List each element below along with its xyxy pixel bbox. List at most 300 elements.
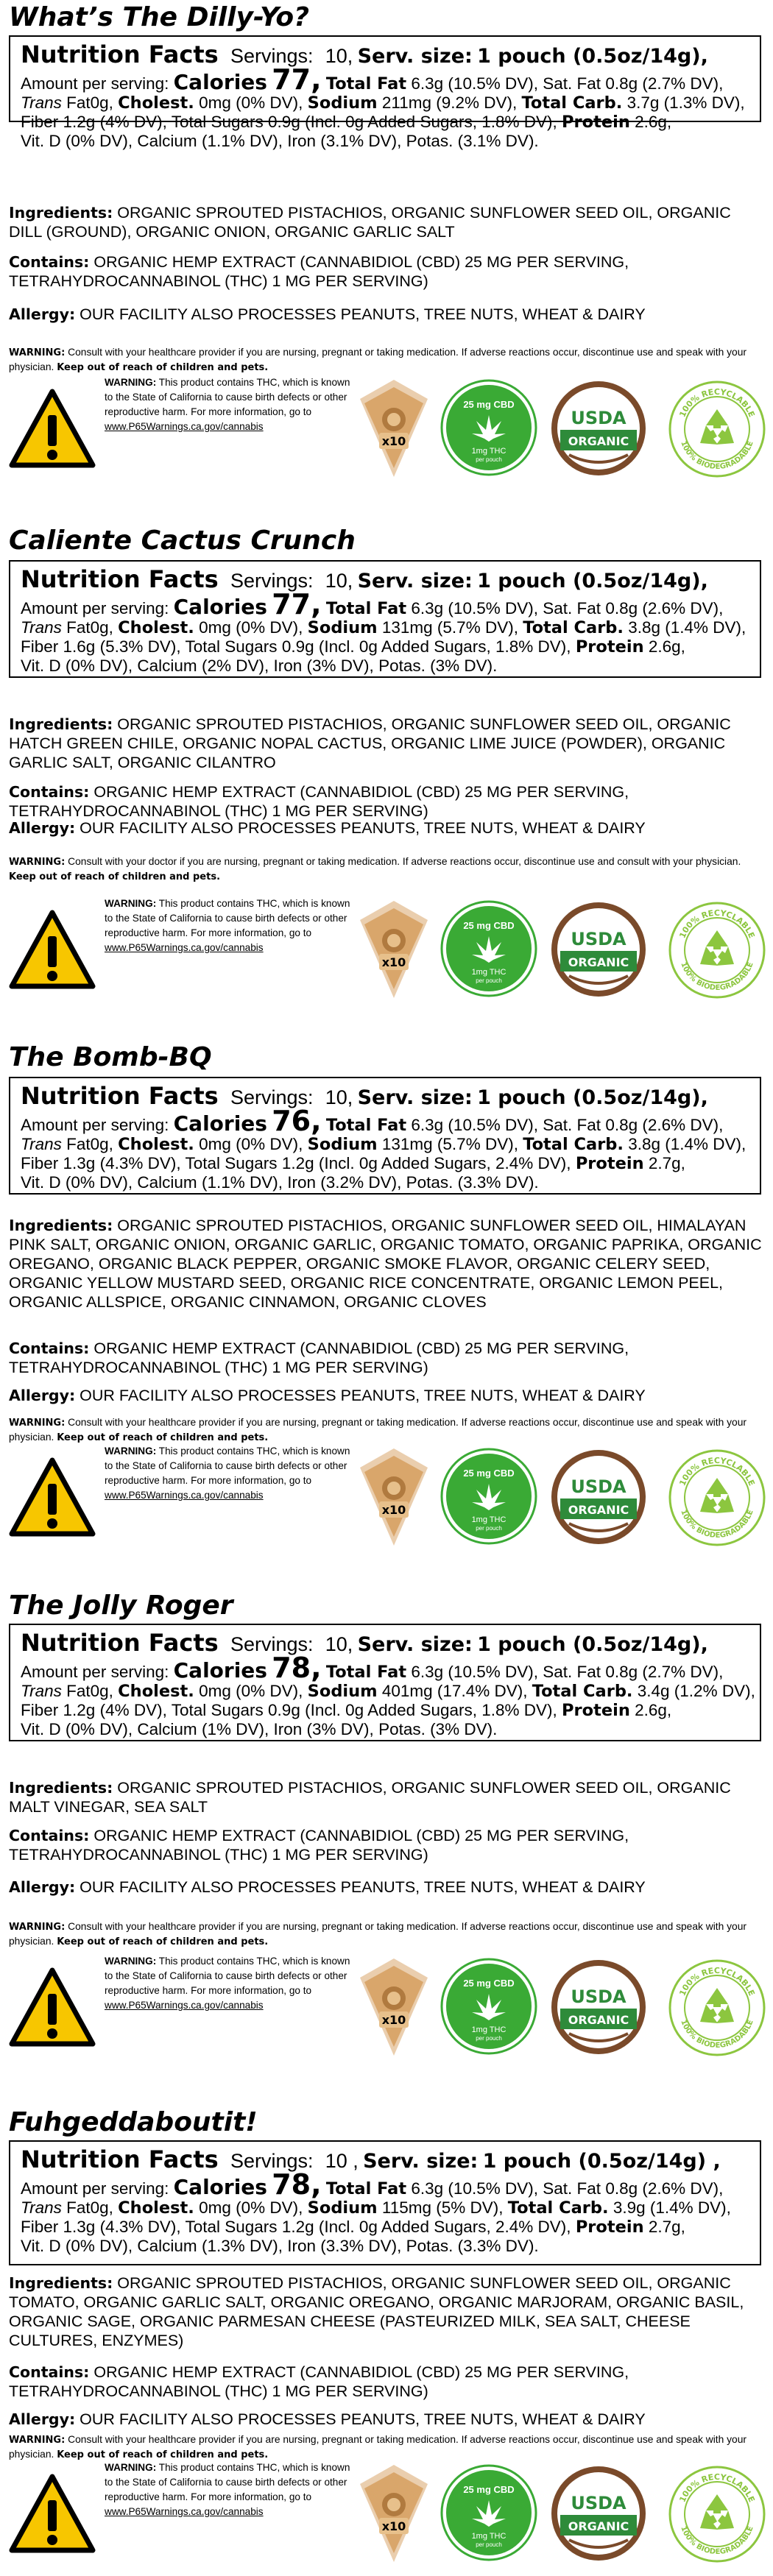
- sodium-value: 131mg (5.7% DV),: [381, 618, 518, 637]
- nutrition-line-3: [21, 113, 749, 132]
- total-fat-value: 6.3g (10.5% DV),: [411, 2179, 538, 2198]
- total-fat-value: 6.3g (10.5% DV),: [411, 74, 538, 93]
- warning-label: WARNING:: [9, 347, 66, 358]
- cholesterol-label: Cholest.: [118, 618, 194, 637]
- potassium-value: (3.3% DV).: [457, 2237, 539, 2255]
- nutrition-facts-header: [21, 1630, 749, 1659]
- vitamin-d-label: Vit. D: [21, 132, 61, 150]
- recyclable-label: 100% RECYCLABLE: [677, 386, 757, 419]
- servings-label: Servings:: [230, 1633, 314, 1655]
- recyclable-badge-icon: [666, 899, 768, 1001]
- total-fat-label: Total Fat: [325, 1663, 407, 1682]
- nutrition-line-3: [21, 2218, 749, 2237]
- cbd-thc-badge-icon: [440, 899, 538, 998]
- warning-label: WARNING:: [9, 2435, 66, 2446]
- nutrition-line-2: [21, 93, 749, 113]
- pouch-count-label: x10: [381, 1503, 406, 1517]
- biodegradable-label: 100% BIODEGRADABLE: [679, 1508, 755, 1540]
- cholesterol-value: 0mg (0% DV),: [199, 2198, 303, 2217]
- prop65-warning-label: WARNING:: [105, 1446, 157, 1457]
- trans-fat-value: 0g,: [90, 1135, 113, 1153]
- prop65-warning-label: WARNING:: [105, 377, 157, 388]
- nutrition-line-4: [21, 1720, 749, 1738]
- calcium-label: Calcium: [137, 657, 197, 675]
- contains-text: ORGANIC HEMP EXTRACT (CANNABIDIOL (CBD) 25 MG PER SERVING, TETRAHYDROCANNABINOL (THC) 1 MG PER SERVING): [9, 2363, 629, 2400]
- trans-label: Trans: [21, 1135, 62, 1153]
- prop65-warning-text: This product contains THC, which is known to the State of California to cause birth defects or other reproductive harm. For more information, go to: [105, 1446, 350, 1486]
- nutrition-facts-heading: Nutrition Facts: [21, 565, 219, 593]
- pouch-count-label: x10: [381, 434, 406, 448]
- icon-row: [9, 896, 767, 1007]
- contains-text: ORGANIC HEMP EXTRACT (CANNABIDIOL (CBD) 25 MG PER SERVING, TETRAHYDROCANNABINOL (THC) 1 MG PER SERVING): [9, 1340, 629, 1376]
- fiber-value: 1.3g (4.3% DV),: [63, 2218, 181, 2236]
- total-carb-label: Total Carb.: [521, 93, 623, 113]
- usda-bottom-label: ORGANIC: [568, 2519, 629, 2533]
- contains-text: ORGANIC HEMP EXTRACT (CANNABIDIOL (CBD) 25 MG PER SERVING, TETRAHYDROCANNABINOL (THC) 1 MG PER SERVING): [9, 1827, 629, 1864]
- nutrition-line-3: [21, 637, 749, 657]
- iron-value: (3% DV),: [306, 657, 374, 675]
- serving-size-label: Serv. size:: [357, 1086, 473, 1109]
- cbd-thc-badge-icon: [440, 2463, 538, 2562]
- ingredients-text: ORGANIC SPROUTED PISTACHIOS, ORGANIC SUNFLOWER SEED OIL, HIMALAYAN PINK SALT, ORGANIC ONION, ORGANIC GARLIC, ORGANIC TOMATO, ORGANIC PAPRIKA, ORGANIC OREGANO, ORGANIC BLACK PEPPER, ORGANIC SMOKE FLAVOR, ORGANIC CELERY SEED, ORGANIC YELLOW MUSTARD SEED, ORGANIC RICE CONCENTRATE, ORGANIC LEMON PEEL, ORGANIC ALLSPICE, ORGANIC CINNAMON, ORGANIC CLOVES: [9, 1217, 762, 1311]
- pouch-pack-icon: [357, 1956, 431, 2059]
- recyclable-label: 100% RECYCLABLE: [677, 2471, 757, 2504]
- product-title: Caliente Cactus Crunch: [9, 526, 356, 556]
- thc-amount-label: 1mg THC: [471, 2532, 506, 2541]
- usda-bottom-label: ORGANIC: [568, 434, 629, 448]
- nutrition-line-2: [21, 1135, 749, 1154]
- prop65-warning-text: This product contains THC, which is known to the State of California to cause birth defects or other reproductive harm. For more information, go to: [105, 377, 350, 417]
- prop65-warning: [105, 2460, 359, 2519]
- nutrition-line-3: [21, 1154, 749, 1173]
- usda-top-label: USDA: [571, 1986, 626, 2007]
- nutrition-facts-panel: [9, 35, 761, 150]
- recyclable-badge-icon: [666, 1447, 768, 1549]
- contains-block: [9, 1339, 767, 1377]
- total-sugars-value: 0.9g (Incl. 0g Added Sugars, 1.8% DV),: [268, 113, 557, 131]
- protein-label: Protein: [562, 1701, 630, 1720]
- total-carb-label: Total Carb.: [532, 1682, 633, 1701]
- contains-label: Contains:: [9, 783, 90, 801]
- cbd-thc-badge-icon: [440, 1957, 538, 2056]
- protein-label: Protein: [575, 2218, 644, 2237]
- calories-value: 77,: [272, 63, 322, 96]
- nutrition-line-2: [21, 1682, 755, 1701]
- contains-label: Contains:: [9, 253, 90, 271]
- servings-value: 10 ,: [325, 2150, 359, 2172]
- cholesterol-value: 0mg (0% DV),: [199, 1682, 303, 1700]
- product-title: The Bomb-BQ: [9, 1042, 212, 1072]
- iron-label: Iron: [273, 657, 303, 675]
- pouch-pack-icon: [357, 1446, 431, 1549]
- potassium-value: (3% DV).: [430, 1720, 498, 1738]
- sat-fat-label: Sat. Fat: [543, 1663, 601, 1681]
- cbd-thc-badge-icon: [440, 1447, 538, 1546]
- usage-warning: [9, 345, 767, 375]
- ingredients-label: Ingredients:: [9, 2274, 113, 2292]
- allergy-label: Allergy:: [9, 2410, 76, 2428]
- contains-block: [9, 252, 767, 291]
- fat-label: Fat: [66, 1682, 91, 1700]
- potassium-value: (3.3% DV).: [457, 1173, 539, 1192]
- nutrition-facts-header: [21, 2146, 749, 2176]
- calories-label: Calories: [173, 70, 267, 94]
- vitamin-d-label: Vit. D: [21, 1173, 61, 1192]
- fiber-value: 1.3g (4.3% DV),: [63, 1154, 181, 1172]
- vitamin-d-value: (0% DV),: [65, 1173, 133, 1192]
- protein-value: 2.7g,: [648, 1154, 685, 1172]
- calcium-label: Calcium: [137, 132, 197, 150]
- iron-label: Iron: [287, 132, 317, 150]
- calcium-label: Calcium: [137, 1173, 197, 1192]
- cbd-amount-label: 25 mg CBD: [463, 920, 515, 931]
- total-fat-label: Total Fat: [325, 599, 407, 618]
- total-carb-value: 3.4g (1.2% DV),: [637, 1682, 755, 1700]
- protein-value: 2.6g,: [635, 1701, 672, 1719]
- sat-fat-label: Sat. Fat: [543, 599, 601, 618]
- nutrition-facts-panel: [9, 1077, 761, 1195]
- fiber-label: Fiber: [21, 1701, 59, 1719]
- usage-warning: [9, 1415, 767, 1445]
- total-sugars-label: Total Sugars: [171, 1701, 264, 1719]
- fiber-value: 1.6g (5.3% DV),: [63, 637, 181, 656]
- calories-value: 78,: [272, 2168, 322, 2201]
- sat-fat-value: 0.8g (2.7% DV),: [605, 1663, 724, 1681]
- biodegradable-label: 100% BIODEGRADABLE: [679, 439, 755, 472]
- nutrition-facts-header: [21, 566, 749, 595]
- recyclable-label: 100% RECYCLABLE: [677, 1965, 757, 1998]
- recyclable-badge-icon: [666, 2463, 768, 2565]
- product-title: What’s The Dilly-Yo?: [9, 2, 310, 32]
- total-sugars-label: Total Sugars: [185, 637, 278, 656]
- calcium-value: (2% DV),: [201, 657, 269, 675]
- nutrition-facts-panel: [9, 1624, 761, 1741]
- ingredients-text: ORGANIC SPROUTED PISTACHIOS, ORGANIC SUNFLOWER SEED OIL, ORGANIC DILL (GROUND), ORGANIC ONION, ORGANIC GARLIC SALT: [9, 204, 731, 241]
- iron-label: Iron: [287, 1173, 317, 1192]
- sat-fat-value: 0.8g (2.6% DV),: [605, 2179, 724, 2198]
- warning-triangle-icon: [9, 389, 96, 470]
- pouch-pack-icon: [357, 898, 431, 1001]
- keep-out-text: Keep out of reach of children and pets.: [57, 362, 269, 373]
- usda-organic-seal-icon: [548, 2463, 649, 2563]
- usage-warning: [9, 1919, 767, 1949]
- biodegradable-label: 100% BIODEGRADABLE: [679, 960, 755, 993]
- icon-row: [9, 2460, 767, 2571]
- servings-label: Servings:: [230, 570, 314, 592]
- allergy-label: Allergy:: [9, 1387, 76, 1404]
- warning-triangle-icon: [9, 2474, 96, 2555]
- contains-label: Contains:: [9, 1827, 90, 1844]
- nutrition-line-2: [21, 618, 749, 637]
- nutrition-line-3: [21, 1701, 749, 1720]
- prop65-warning: [105, 375, 359, 434]
- servings-value: 10,: [325, 45, 353, 67]
- trans-fat-value: 0g,: [90, 1682, 113, 1700]
- total-fat-label: Total Fat: [325, 74, 407, 93]
- nutrition-line-1: [21, 63, 749, 96]
- calories-label: Calories: [173, 2175, 267, 2199]
- product-label: [0, 525, 773, 1007]
- calories-label: Calories: [173, 1111, 267, 1136]
- recyclable-label: 100% RECYCLABLE: [677, 907, 757, 940]
- prop65-warning-label: WARNING:: [105, 1956, 157, 1967]
- nutrition-line-4: [21, 2237, 749, 2255]
- cholesterol-label: Cholest.: [118, 1682, 194, 1701]
- serving-size-value: 1 pouch (0.5oz/14g),: [477, 1633, 708, 1656]
- cholesterol-value: 0mg (0% DV),: [199, 1135, 303, 1153]
- amount-per-serving-label: Amount per serving:: [21, 599, 169, 618]
- protein-value: 2.7g,: [648, 2218, 685, 2236]
- cbd-thc-badge-icon: [440, 378, 538, 477]
- prop65-warning-text: This product contains THC, which is known to the State of California to cause birth defects or other reproductive harm. For more information, go to: [105, 1956, 350, 1996]
- sat-fat-label: Sat. Fat: [543, 2179, 601, 2198]
- sodium-value: 401mg (17.4% DV),: [381, 1682, 528, 1700]
- iron-value: (3% DV),: [306, 1720, 374, 1738]
- warning-text: Consult with your healthcare provider if you are nursing, pregnant or taking medication. If adverse reactions occur, discontinue use and speak with your physician.: [9, 347, 746, 372]
- servings-label: Servings:: [230, 45, 314, 67]
- warning-triangle-icon: [9, 1967, 96, 2048]
- sodium-label: Sodium: [307, 618, 378, 637]
- product-label: [0, 2106, 773, 2571]
- ingredients-label: Ingredients:: [9, 715, 113, 733]
- keep-out-text: Keep out of reach of children and pets.: [9, 871, 221, 882]
- allergy-text: OUR FACILITY ALSO PROCESSES PEANUTS, TREE NUTS, WHEAT & DAIRY: [80, 1878, 646, 1896]
- usda-top-label: USDA: [571, 1476, 626, 1497]
- total-carb-value: 3.9g (1.4% DV),: [613, 2198, 731, 2217]
- total-sugars-label: Total Sugars: [185, 2218, 278, 2236]
- total-fat-value: 6.3g (10.5% DV),: [411, 599, 538, 618]
- nutrition-line-1: [21, 1105, 749, 1137]
- prop65-link[interactable]: www.P65Warnings.ca.gov/cannabis: [105, 942, 264, 953]
- fiber-label: Fiber: [21, 2218, 59, 2236]
- product-title: The Jolly Roger: [9, 1590, 233, 1621]
- contains-text: ORGANIC HEMP EXTRACT (CANNABIDIOL (CBD) 25 MG PER SERVING, TETRAHYDROCANNABINOL (THC) 1 MG PER SERVING): [9, 783, 629, 820]
- prop65-link[interactable]: www.P65Warnings.ca.gov/cannabis: [105, 2000, 264, 2011]
- amount-per-serving-label: Amount per serving:: [21, 2179, 169, 2198]
- nutrition-facts-panel: [9, 560, 761, 678]
- nutrition-facts-heading: Nutrition Facts: [21, 2145, 219, 2173]
- cholesterol-value: 0mg (0% DV),: [199, 93, 303, 112]
- serving-size-value: 1 pouch (0.5oz/14g) ,: [482, 2150, 721, 2173]
- amount-per-serving-label: Amount per serving:: [21, 74, 169, 93]
- usda-bottom-label: ORGANIC: [568, 955, 629, 969]
- calories-label: Calories: [173, 595, 267, 619]
- protein-label: Protein: [575, 637, 644, 657]
- thc-amount-label: 1mg THC: [471, 2025, 506, 2034]
- cholesterol-label: Cholest.: [118, 93, 194, 113]
- amount-per-serving-label: Amount per serving:: [21, 1116, 169, 1134]
- prop65-warning-text: This product contains THC, which is known to the State of California to cause birth defects or other reproductive harm. For more information, go to: [105, 898, 350, 938]
- contains-text: ORGANIC HEMP EXTRACT (CANNABIDIOL (CBD) 25 MG PER SERVING, TETRAHYDROCANNABINOL (THC) 1 MG PER SERVING): [9, 253, 629, 290]
- sat-fat-value: 0.8g (2.6% DV),: [605, 1116, 724, 1134]
- total-sugars-label: Total Sugars: [185, 1154, 278, 1172]
- allergy-label: Allergy:: [9, 305, 76, 323]
- warning-triangle-icon: [9, 910, 96, 991]
- serving-size-value: 1 pouch (0.5oz/14g),: [477, 45, 708, 68]
- allergy-block: [9, 2410, 767, 2429]
- servings-value: 10,: [325, 1633, 353, 1655]
- protein-value: 2.6g,: [648, 637, 685, 656]
- usage-warning: [9, 2432, 767, 2462]
- potassium-label: Potas.: [406, 2237, 453, 2255]
- prop65-warning-label: WARNING:: [105, 2462, 157, 2473]
- calcium-value: (1.3% DV),: [201, 2237, 283, 2255]
- fat-label: Fat: [66, 2198, 91, 2217]
- allergy-block: [9, 818, 767, 838]
- icon-row: [9, 375, 767, 486]
- sat-fat-value: 0.8g (2.7% DV),: [605, 74, 724, 93]
- serving-size-value: 1 pouch (0.5oz/14g),: [477, 570, 708, 592]
- trans-label: Trans: [21, 618, 62, 637]
- servings-label: Servings:: [230, 2150, 314, 2172]
- cbd-amount-label: 25 mg CBD: [463, 1978, 515, 1989]
- ingredients-block: [9, 203, 767, 241]
- calcium-label: Calcium: [137, 1720, 197, 1738]
- fiber-value: 1.2g (4% DV),: [63, 113, 167, 131]
- cholesterol-value: 0mg (0% DV),: [199, 618, 303, 637]
- warning-label: WARNING:: [9, 857, 66, 868]
- calories-value: 78,: [272, 1652, 322, 1684]
- pouch-pack-icon: [357, 2462, 431, 2565]
- nutrition-facts-header: [21, 41, 749, 71]
- iron-label: Iron: [273, 1720, 303, 1738]
- trans-fat-value: 0g,: [90, 2198, 113, 2217]
- serving-size-label: Serv. size:: [357, 45, 473, 68]
- vitamin-d-value: (0% DV),: [65, 2237, 133, 2255]
- nutrition-facts-heading: Nutrition Facts: [21, 40, 219, 68]
- prop65-link[interactable]: www.P65Warnings.ca.gov/cannabis: [105, 421, 264, 432]
- fiber-label: Fiber: [21, 637, 59, 656]
- thc-amount-label: 1mg THC: [471, 447, 506, 456]
- potassium-label: Potas.: [406, 132, 453, 150]
- nutrition-facts-panel: [9, 2140, 761, 2265]
- warning-label: WARNING:: [9, 1418, 66, 1429]
- recyclable-label: 100% RECYCLABLE: [677, 1455, 757, 1487]
- contains-block: [9, 1826, 767, 1864]
- sodium-label: Sodium: [307, 1135, 378, 1154]
- usda-bottom-label: ORGANIC: [568, 1503, 629, 1517]
- sodium-label: Sodium: [307, 1682, 378, 1701]
- allergy-text: OUR FACILITY ALSO PROCESSES PEANUTS, TREE NUTS, WHEAT & DAIRY: [80, 2410, 646, 2428]
- cbd-amount-label: 25 mg CBD: [463, 2484, 515, 2495]
- prop65-link[interactable]: www.P65Warnings.ca.gov/cannabis: [105, 2506, 264, 2517]
- sodium-label: Sodium: [307, 2198, 378, 2218]
- fat-label: Fat: [66, 618, 91, 637]
- allergy-text: OUR FACILITY ALSO PROCESSES PEANUTS, TREE NUTS, WHEAT & DAIRY: [80, 305, 646, 323]
- nutrition-line-4: [21, 657, 749, 675]
- thc-amount-label: 1mg THC: [471, 968, 506, 977]
- sodium-label: Sodium: [307, 93, 378, 113]
- ingredients-text: ORGANIC SPROUTED PISTACHIOS, ORGANIC SUNFLOWER SEED OIL, ORGANIC MALT VINEGAR, SEA SALT: [9, 1779, 731, 1816]
- product-label: [0, 1590, 773, 2064]
- pouch-pack-icon: [357, 377, 431, 480]
- keep-out-text: Keep out of reach of children and pets.: [57, 1936, 269, 1947]
- fat-label: Fat: [66, 1135, 91, 1153]
- warning-label: WARNING:: [9, 1922, 66, 1933]
- nutrition-line-2: [21, 2198, 749, 2218]
- usda-organic-seal-icon: [548, 1957, 649, 2057]
- iron-value: (3.3% DV),: [320, 2237, 402, 2255]
- cholesterol-label: Cholest.: [118, 2198, 194, 2218]
- vitamin-d-value: (0% DV),: [65, 132, 133, 150]
- warning-text: Consult with your healthcare provider if you are nursing, pregnant or taking medication. If adverse reactions occur, discontinue use and speak with your physician.: [9, 1921, 746, 1947]
- potassium-label: Potas.: [406, 1173, 453, 1192]
- ingredients-block: [9, 1778, 767, 1816]
- serving-size-label: Serv. size:: [363, 2150, 479, 2173]
- biodegradable-label: 100% BIODEGRADABLE: [679, 2018, 755, 2050]
- contains-block: [9, 2363, 767, 2401]
- allergy-text: OUR FACILITY ALSO PROCESSES PEANUTS, TREE NUTS, WHEAT & DAIRY: [80, 1387, 646, 1404]
- sat-fat-label: Sat. Fat: [543, 1116, 601, 1134]
- prop65-warning: [105, 1954, 359, 2013]
- iron-label: Iron: [287, 2237, 317, 2255]
- vitamin-d-label: Vit. D: [21, 2237, 61, 2255]
- total-sugars-value: 0.9g (Incl. 0g Added Sugars, 1.8% DV),: [281, 637, 571, 656]
- trans-label: Trans: [21, 1682, 62, 1700]
- ingredients-text: ORGANIC SPROUTED PISTACHIOS, ORGANIC SUNFLOWER SEED OIL, ORGANIC HATCH GREEN CHILE, ORGANIC NOPAL CACTUS, ORGANIC LIME JUICE (POWDER), ORGANIC GARLIC SALT, ORGANIC CILANTRO: [9, 715, 731, 771]
- total-fat-label: Total Fat: [325, 2179, 407, 2198]
- amount-per-serving-label: Amount per serving:: [21, 1663, 169, 1681]
- contains-label: Contains:: [9, 2363, 90, 2381]
- cbd-amount-label: 25 mg CBD: [463, 399, 515, 410]
- usda-organic-seal-icon: [548, 899, 649, 999]
- servings-value: 10,: [325, 1086, 353, 1108]
- ingredients-text: ORGANIC SPROUTED PISTACHIOS, ORGANIC SUNFLOWER SEED OIL, ORGANIC TOMATO, ORGANIC GARLIC SALT, ORGANIC OREGANO, ORGANIC MARJORAM, ORGANIC BASIL, ORGANIC SAGE, ORGANIC PARMESAN CHEESE (PASTEURIZED MILK, SEA SALT, CHEESE CULTURES, ENZYMES): [9, 2274, 744, 2349]
- icon-row: [9, 1954, 767, 2064]
- ingredients-block: [9, 715, 767, 772]
- usda-organic-seal-icon: [548, 1447, 649, 1547]
- vitamin-d-label: Vit. D: [21, 657, 61, 675]
- serving-size-value: 1 pouch (0.5oz/14g),: [477, 1086, 708, 1109]
- per-pouch-label: per pouch: [476, 977, 502, 984]
- calories-value: 76,: [272, 1105, 322, 1137]
- ingredients-block: [9, 1216, 767, 1312]
- vitamin-d-label: Vit. D: [21, 1720, 61, 1738]
- contains-label: Contains:: [9, 1340, 90, 1357]
- ingredients-label: Ingredients:: [9, 204, 113, 222]
- contains-block: [9, 782, 767, 821]
- vitamin-d-value: (0% DV),: [65, 1720, 133, 1738]
- keep-out-text: Keep out of reach of children and pets.: [57, 2449, 269, 2460]
- potassium-value: (3.1% DV).: [457, 132, 539, 150]
- pouch-count-label: x10: [381, 955, 406, 969]
- vitamin-d-value: (0% DV),: [65, 657, 133, 675]
- allergy-block: [9, 1878, 767, 1897]
- thc-amount-label: 1mg THC: [471, 1515, 506, 1524]
- total-sugars-value: 1.2g (Incl. 0g Added Sugars, 2.4% DV),: [281, 2218, 571, 2236]
- iron-value: (3.2% DV),: [320, 1173, 402, 1192]
- total-carb-value: 3.7g (1.3% DV),: [626, 93, 745, 112]
- cbd-amount-label: 25 mg CBD: [463, 1468, 515, 1479]
- total-sugars-label: Total Sugars: [171, 113, 264, 131]
- prop65-link[interactable]: www.P65Warnings.ca.gov/cannabis: [105, 1490, 264, 1501]
- allergy-label: Allergy:: [9, 1878, 76, 1896]
- iron-value: (3.1% DV),: [320, 132, 402, 150]
- nutrition-facts-heading: Nutrition Facts: [21, 1082, 219, 1110]
- per-pouch-label: per pouch: [476, 1525, 502, 1532]
- calcium-label: Calcium: [137, 2237, 197, 2255]
- total-fat-value: 6.3g (10.5% DV),: [411, 1116, 538, 1134]
- serving-size-label: Serv. size:: [357, 1633, 473, 1656]
- protein-label: Protein: [575, 1154, 644, 1173]
- calories-value: 77,: [272, 588, 322, 620]
- potassium-value: (3% DV).: [430, 657, 498, 675]
- recyclable-badge-icon: [666, 1957, 768, 2059]
- usda-top-label: USDA: [571, 408, 626, 428]
- usda-top-label: USDA: [571, 929, 626, 949]
- fiber-value: 1.2g (4% DV),: [63, 1701, 167, 1719]
- sodium-value: 115mg (5% DV),: [381, 2198, 504, 2217]
